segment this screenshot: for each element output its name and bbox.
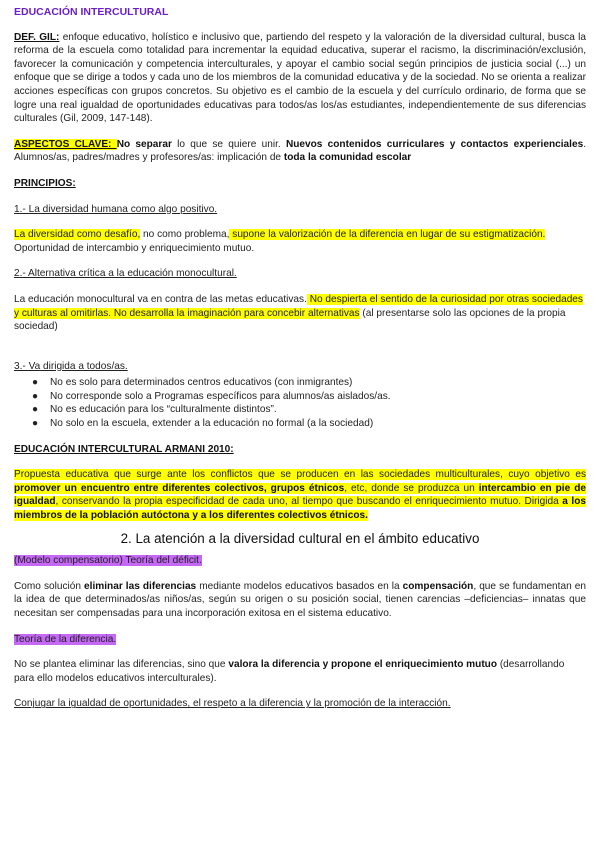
bullet-icon: ● xyxy=(32,418,39,430)
diferencia-text xyxy=(14,658,586,685)
list-item-text: No es educación para los “culturalmente distintos”. xyxy=(50,404,277,416)
armani-text xyxy=(14,468,586,522)
diferencia-heading xyxy=(14,633,586,647)
conclusion-text: Conjugar la igualdad de oportunidades, el respeto a la diferencia y la promoción de la interacción. xyxy=(14,698,451,710)
key-aspects-text-1: lo que se quiere unir. xyxy=(171,138,286,150)
list-item-text: No solo en la escuela, extender a la educación no formal (a la sociedad) xyxy=(50,418,374,430)
diferencia-bold-1: valora la diferencia y propone el enriquecimiento mutuo xyxy=(228,659,498,671)
armani-text-3: , conservando la propia especificidad de cada uno, al tiempo que buscando el enriquecimiento mutuo. Dirigida xyxy=(55,496,563,508)
list-item xyxy=(32,390,586,404)
deficit-bold-1: eliminar las diferencias xyxy=(84,580,197,592)
principle-2-heading: 2.- Alternativa crítica a la educación monocultural. xyxy=(14,268,237,280)
list-item-text: No es solo para determinados centros educativos (con inmigrantes) xyxy=(50,377,353,389)
key-aspects-bold-1: No separar xyxy=(116,138,172,150)
principle-2-text-1: La educación monocultural va en contra de las metas educativas. xyxy=(14,293,307,305)
armani-heading: EDUCACIÓN INTERCULTURAL ARMANI 2010: xyxy=(14,443,234,455)
list-item xyxy=(32,376,586,390)
definition-gil xyxy=(14,31,586,126)
document-body xyxy=(14,6,586,711)
deficit-text-1: Como solución xyxy=(14,580,85,592)
section-2-heading: 2. La atención a la diversidad cultural en el ámbito educativo xyxy=(120,530,480,546)
principle-1-text xyxy=(14,228,586,255)
principle-1-highlight-1: La diversidad como desafío, xyxy=(14,229,141,241)
principle-1-highlight-2: supone la valorización de la diferencia en lugar de su estigmatización. xyxy=(229,229,546,241)
list-item xyxy=(32,403,586,417)
bullet-icon: ● xyxy=(32,404,39,416)
principle-3-heading: 3.- Va dirigida a todos/as. xyxy=(14,360,128,372)
principle-1-text-2: Oportunidad de intercambio y enriquecimiento mutuo. xyxy=(14,242,255,254)
key-aspects-bold-2: Nuevos contenidos curriculares y contactos experienciales xyxy=(285,138,584,150)
key-aspects-label: ASPECTOS CLAVE: xyxy=(14,138,117,150)
armani-bold-3: a los miembros de la población autóctona y a los diferentes colectivos étnicos. xyxy=(14,496,586,522)
principle-3-list xyxy=(14,376,586,430)
armani-bold-1: promover un encuentro entre diferentes colectivos, grupos étnicos xyxy=(14,482,345,494)
armani-text-2: , etc, donde se produzca un xyxy=(344,482,479,494)
principle-1-heading: 1.- La diversidad humana como algo positivo. xyxy=(14,203,218,215)
armani-bold-2: intercambio en pie de igualdad xyxy=(14,482,586,508)
principles-heading: PRINCIPIOS: xyxy=(14,177,76,189)
bullet-icon: ● xyxy=(32,377,39,389)
key-aspects xyxy=(14,138,586,165)
deficit-heading xyxy=(14,554,586,568)
deficit-bold-2: compensación xyxy=(402,580,474,592)
key-aspects-bold-3: toda la comunidad escolar xyxy=(283,152,412,164)
principle-2-text xyxy=(14,293,586,334)
diferencia-text-1: No se plantea eliminar las diferencias, sino que xyxy=(14,659,229,671)
definition-label: DEF. GIL: xyxy=(14,31,60,43)
definition-text: enfoque educativo, holístico e inclusivo que, partiendo del respeto y la valoración de la diversidad cultural, busca la reforma de la escuela como totalidad para incrementar la equidad educativa, superar el racismo, la discriminación/exclusión, favorecer la comunicación y competencia interculturales, y apoyar el cambio social según principios de justicia social (...) un enfoque que se dirige a todos y cada uno de los miembros de la comunidad educativa y de la sociedad. No se orienta a realizar acciones específicas con grupos concretos. Su objetivo es el cambio de la escuela y del currículo ordinario, de forma que se logre una real igualdad de oportunidades educativas para todos/as los/as estudiantes, independientemente de sus diferencias culturales (Gil, 2009, 147-148). xyxy=(14,31,586,125)
principle-2-highlight: No despierta el sentido de la curiosidad por otras sociedades y culturas al omitirlas. No desarrolla la imaginación para concebir alternativas xyxy=(14,293,583,319)
deficit-text-3: , que se fundamentan en la idea de que determinados/as niños/as, según su origen o su posición social, tienen carencias –deficiencias– innatas que necesitan ser compensadas para una incorporación exitosa en el sistema educativo. xyxy=(14,580,586,619)
document-title: EDUCACIÓN INTERCULTURAL xyxy=(14,6,169,18)
key-aspects-text-2: . Alumnos/as, padres/madres y profesores/as: implicación de xyxy=(14,138,586,164)
diferencia-heading-text: Teoría de la diferencia. xyxy=(14,633,117,645)
deficit-text xyxy=(14,580,586,621)
list-item-text: No corresponde solo a Programas específicos para alumnos/as aislados/as. xyxy=(50,390,391,402)
deficit-heading-text: (Modelo compensatorio) Teoría del déficit. xyxy=(14,555,202,567)
bullet-icon: ● xyxy=(32,390,39,402)
principle-1-text-1: no como problema, xyxy=(140,229,230,241)
armani-text-1: Propuesta educativa que surge ante los conflictos que se producen en las sociedades multiculturales, cuyo objetivo es xyxy=(14,469,586,481)
diferencia-text-2: (desarrollando para ello modelos educativos interculturales). xyxy=(14,659,565,684)
deficit-text-2: mediante modelos educativos basados en la xyxy=(196,580,403,592)
list-item xyxy=(32,417,586,431)
principle-2-text-2: (al presentarse solo las opciones de la propia sociedad) xyxy=(14,307,566,333)
